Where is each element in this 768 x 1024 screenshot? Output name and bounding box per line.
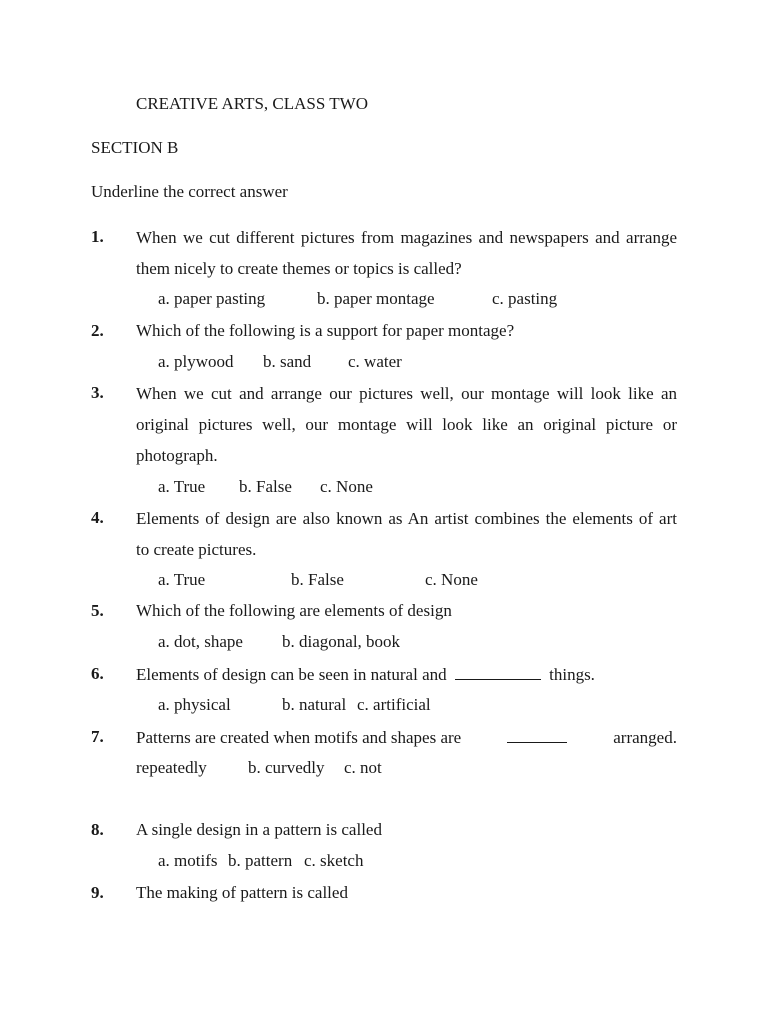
- question-1-number: 1.: [91, 227, 104, 246]
- question-2-option-a: a. plywood: [158, 352, 234, 371]
- question-7-number: 7.: [91, 727, 104, 746]
- question-8-text: A single design in a pattern is called: [136, 820, 382, 839]
- question-4-option-b: b. False: [291, 570, 344, 589]
- page-title: CREATIVE ARTS, CLASS TWO: [136, 94, 368, 113]
- question-6-option-c: c. artificial: [357, 695, 431, 714]
- question-5-number: 5.: [91, 601, 104, 620]
- question-7-option-a: repeatedly: [136, 758, 207, 777]
- question-6-number: 6.: [91, 664, 104, 683]
- question-3-line-1: When we cut and arrange our pictures well, our montage will look like an: [136, 384, 677, 403]
- question-2-text: Which of the following is a support for paper montage?: [136, 321, 515, 340]
- question-1-line-2: them nicely to create themes or topics is called?: [136, 259, 462, 278]
- question-7-text: [136, 727, 677, 748]
- question-7-text-after: arranged.: [613, 728, 677, 747]
- question-3-text: [136, 378, 677, 471]
- question-4-option-c: c. None: [425, 570, 478, 589]
- question-3-option-b: b. False: [239, 477, 292, 496]
- question-5-option-a: a. dot, shape: [158, 632, 243, 651]
- question-6-answer-blank: [455, 664, 541, 680]
- question-7-answer-blank: [507, 727, 567, 743]
- question-5-text: Which of the following are elements of design: [136, 601, 452, 620]
- question-1-option-a: a. paper pasting: [158, 289, 266, 308]
- question-2-option-b: b. sand: [263, 352, 312, 371]
- question-1-text: [136, 222, 677, 284]
- question-6-text-after: things.: [549, 665, 595, 684]
- question-1-option-c: c. pasting: [492, 289, 558, 308]
- question-4-option-a: a. True: [158, 570, 206, 589]
- question-5-option-b: b. diagonal, book: [282, 632, 401, 651]
- question-7-option-b: b. curvedly: [248, 758, 325, 777]
- question-3-number: 3.: [91, 383, 104, 402]
- section-heading: SECTION B: [91, 138, 179, 157]
- question-6-option-b: b. natural: [282, 695, 347, 714]
- question-9-number: 9.: [91, 883, 104, 902]
- question-3-line-3: photograph.: [136, 446, 218, 465]
- question-4-line-1: Elements of design are also known as An artist combines the elements of art: [136, 509, 677, 528]
- question-1-line-1: When we cut different pictures from magazines and newspapers and arrange: [136, 228, 677, 247]
- question-2-number: 2.: [91, 321, 104, 340]
- question-7-option-c: c. not: [344, 758, 382, 777]
- question-6-text-before: Elements of design can be seen in natural and: [136, 665, 447, 684]
- question-3-line-2: original pictures well, our montage will look like an original picture or: [136, 415, 677, 434]
- question-1-option-b: b. paper montage: [317, 289, 435, 308]
- question-8-option-c: c. sketch: [304, 851, 364, 870]
- question-8-number: 8.: [91, 820, 104, 839]
- question-3-option-a: a. True: [158, 477, 206, 496]
- question-2-option-c: c. water: [348, 352, 402, 371]
- question-4-text: [136, 503, 677, 565]
- question-7-text-before: Patterns are created when motifs and shapes are: [136, 728, 462, 747]
- question-6-text: [136, 664, 595, 685]
- question-8-option-a: a. motifs: [158, 851, 218, 870]
- question-3-option-c: c. None: [320, 477, 373, 496]
- question-6-option-a: a. physical: [158, 695, 231, 714]
- question-9-text: The making of pattern is called: [136, 883, 348, 902]
- instruction-text: Underline the correct answer: [91, 182, 288, 201]
- question-8-option-b: b. pattern: [228, 851, 293, 870]
- question-4-number: 4.: [91, 508, 104, 527]
- question-4-line-2: to create pictures.: [136, 540, 257, 559]
